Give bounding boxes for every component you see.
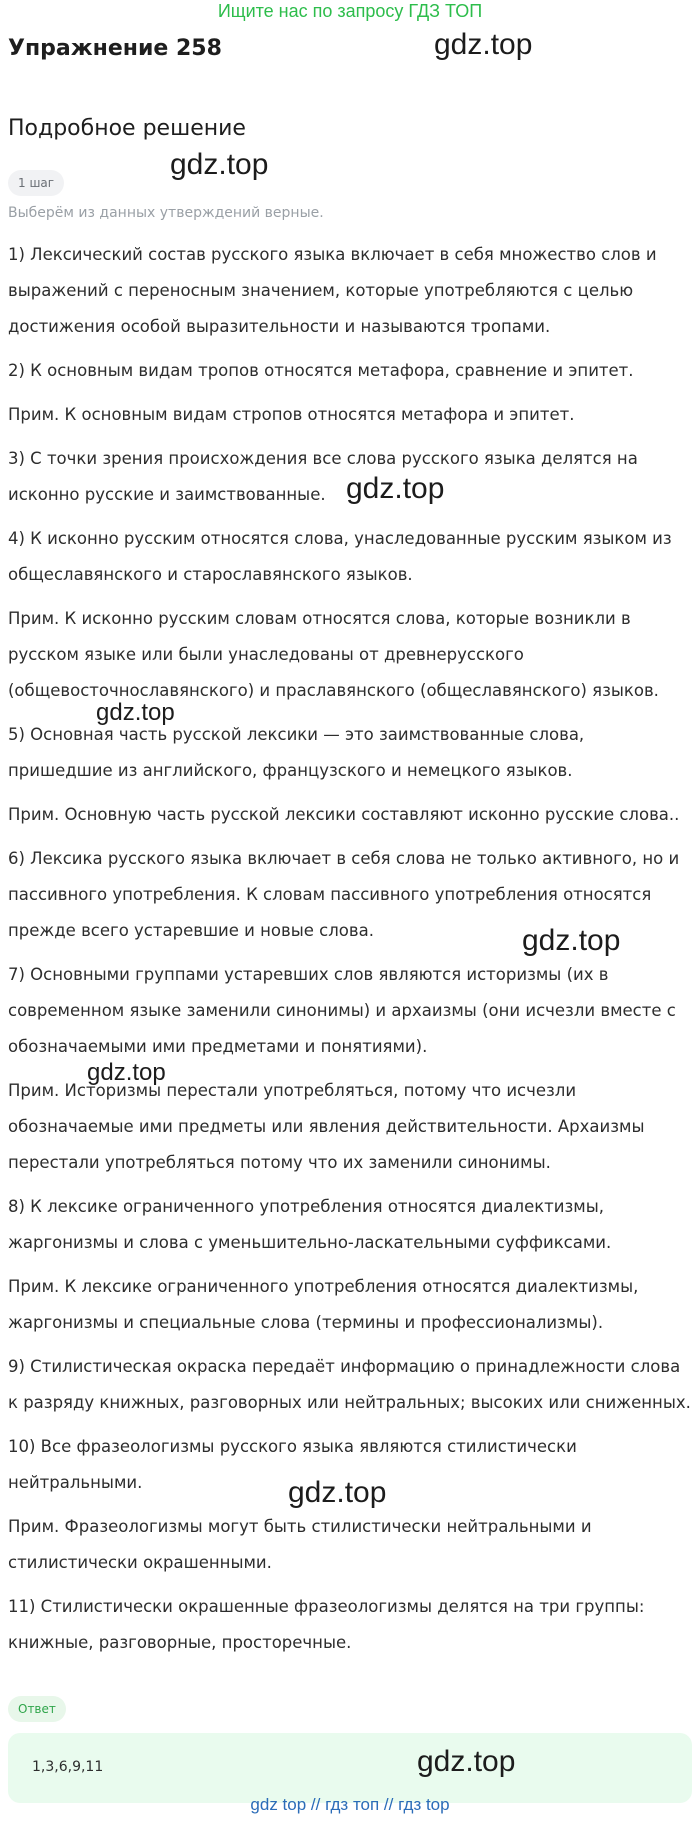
solution-paragraph: 8) К лексике ограниченного употребления относятся диалектизмы, жаргонизмы и слова с уменьшительно-ласкательными суффиксами. — [8, 1197, 612, 1252]
solution-paragraph: 11) Стилистически окрашенные фразеологизмы делятся на три группы: книжные, разговорные, просторечные. — [8, 1597, 645, 1652]
watermark: gdz.top — [434, 28, 533, 61]
watermark: gdz.top — [87, 1059, 166, 1086]
solution-paragraph: 9) Стилистическая окраска передаёт информацию о принадлежности слова к разряду книжных, разговорных или нейтральных; высоких или сниженных. — [8, 1357, 691, 1412]
watermark: gdz.top — [288, 1476, 387, 1509]
solution-paragraph: 3) С точки зрения происхождения все слова русского языка делятся на исконно русские и заимствованные. — [8, 449, 638, 504]
solution-paragraph: Прим. Историзмы перестали употребляться, потому что исчезли обозначаемые ими предметы или явления действительности. Архаизмы перестали употребляться потому что их заменили синонимы. — [8, 1081, 645, 1172]
solution-paragraph: 7) Основными группами устаревших слов являются историзмы (их в современном языке заменили синонимы) и архаизмы (они исчезли вместе с обозначаемыми ими предметами и понятиями). — [8, 965, 676, 1056]
watermark: gdz.top — [346, 472, 445, 505]
watermark: gdz.top — [417, 1745, 516, 1778]
solution-paragraph: 5) Основная часть русской лексики — это заимствованные слова, пришедшие из английского, французского и немецкого языков. — [8, 725, 585, 780]
solution-paragraph: Прим. Основную часть русской лексики составляют исконно русские слова.. — [8, 805, 680, 824]
solution-paragraph: Прим. К основным видам стропов относятся метафора и эпитет. — [8, 405, 575, 424]
answer-badge: Ответ — [8, 1696, 66, 1722]
watermark: gdz.top — [170, 148, 269, 181]
answer-text: 1,3,6,9,11 — [32, 1759, 104, 1775]
solution-paragraph: Прим. Фразеологизмы могут быть стилистически нейтральными и стилистически окрашенными. — [8, 1517, 592, 1572]
solution-paragraph: 10) Все фразеологизмы русского языка являются стилистически нейтральными. — [8, 1437, 577, 1492]
search-banner[interactable]: Ищите нас по запросу ГДЗ ТОП — [217, 1, 483, 21]
solution-paragraph: 4) К исконно русским относятся слова, унаследованные русским языком из общеславянского и старославянского языков. — [8, 529, 672, 584]
watermark: gdz.top — [96, 699, 175, 726]
watermark: gdz.top — [522, 924, 621, 957]
answer-box — [8, 1733, 692, 1803]
exercise-title: Упражнение 258 — [8, 36, 222, 61]
section-title: Подробное решение — [8, 116, 246, 141]
solution-paragraph: 2) К основным видам тропов относятся метафора, сравнение и эпитет. — [8, 361, 634, 380]
footer-links[interactable]: gdz top // гдз топ // гдз top — [250, 1795, 450, 1814]
solution-paragraph: Прим. К исконно русским словам относятся слова, которые возникли в русском языке или были унаследованы от древнерусского (общевосточнославянского) и праславянского (общеславянского) языков. — [8, 609, 659, 700]
solution-paragraph: Прим. К лексике ограниченного употребления относятся диалектизмы, жаргонизмы и специальные слова (термины и профессионализмы). — [8, 1277, 639, 1332]
solution-paragraph: 1) Лексический состав русского языка включает в себя множество слов и выражений с переносным значением, которые употребляются с целью достижения особой выразительности и называются тропами. — [8, 245, 657, 336]
intro-text: Выберём из данных утверждений верные. — [8, 205, 324, 221]
step-badge: 1 шаг — [8, 170, 64, 196]
solution-paragraph: 6) Лексика русского языка включает в себя слова не только активного, но и пассивного употребления. К словам пассивного употребления относятся прежде всего устаревшие и новые слова. — [8, 849, 680, 940]
